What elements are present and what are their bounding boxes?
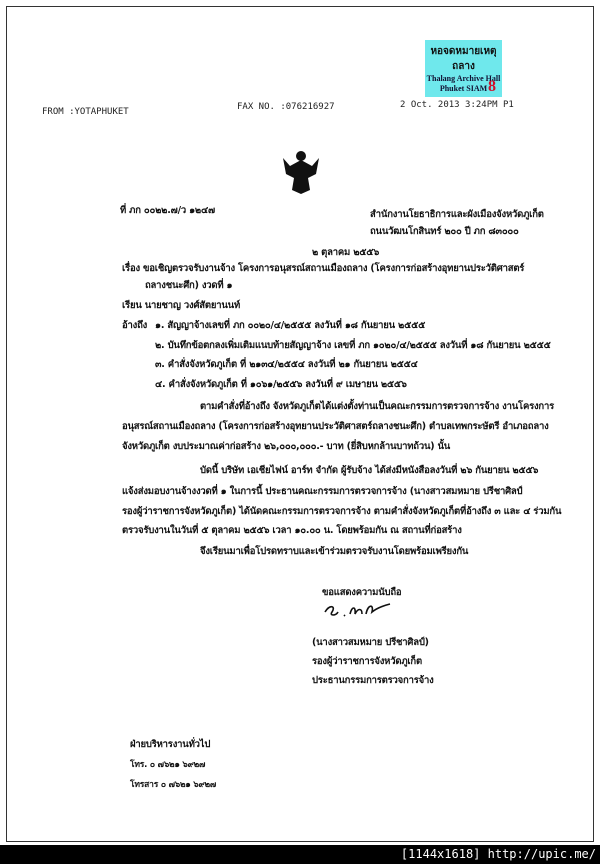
footer-department: ฝ่ายบริหารงานทั่วไป bbox=[130, 739, 211, 750]
closing-sentence: จึงเรียนมาเพื่อโปรดทราบและเข้าร่วมตรวจรับงานโดยพร้อมเพรียงกัน bbox=[200, 546, 469, 557]
paragraph-1-line: อนุสรณ์สถานเมืองถลาง (โครงการก่อสร้างอุทยานประวัติศาสตร์ถลางชนะศึก) ตำบลเทพกระษัตรี อำเภอถลาง bbox=[122, 421, 549, 432]
reference-item: ๔. คำสั่งจังหวัดภูเก็ต ที่ ๑๐๖๑/๒๕๕๖ ลงวันที่ ๙ เมษายน ๒๕๕๖ bbox=[155, 379, 407, 390]
regards: ขอแสดงความนับถือ bbox=[322, 587, 402, 598]
letter-date: ๒ ตุลาคม ๒๕๕๖ bbox=[312, 247, 380, 258]
signature-icon bbox=[322, 598, 392, 620]
garuda-emblem-icon bbox=[282, 148, 320, 196]
watermark-text: [1144x1618] http://upic.me/ bbox=[400, 847, 596, 861]
reference-item: ๓. คำสั่งจังหวัดภูเก็ต ที่ ๒๑๓๔/๒๕๕๔ ลงวันที่ ๒๑ กันยายน ๒๕๕๔ bbox=[155, 359, 418, 370]
reference-item: ๒. บันทึกข้อตกลงเพิ่มเติมแนบท้ายสัญญาจ้าง เลขที่ ภก ๑๐๒๐/๔/๒๕๕๕ ลงวันที่ ๑๘ กันยายน ๒๕๕๕ bbox=[155, 340, 551, 351]
fax-from: FROM :YOTAPHUKET bbox=[42, 107, 129, 117]
subject-line: เรื่อง ขอเชิญตรวจรับงานจ้าง โครงการอนุสรณ์สถานเมืองถลาง (โครงการก่อสร้างอุทยานประวัติศาสตร์ bbox=[122, 263, 525, 274]
references-label: อ้างถึง bbox=[122, 320, 148, 331]
office-name: สำนักงานโยธาธิการและผังเมืองจังหวัดภูเก็ต bbox=[370, 209, 544, 220]
stamp-line1: Thalang Archive Hall bbox=[426, 74, 501, 83]
archive-stamp bbox=[425, 40, 502, 97]
stamp-thai: หอจดหมายเหตุ ถลาง bbox=[430, 46, 497, 72]
subject-line-2: ถลางชนะศึก) งวดที่ ๑ bbox=[145, 280, 233, 291]
signer-name: (นางสาวสมหมาย ปรีชาศิลป์) bbox=[312, 637, 429, 648]
office-address: ถนนวัฒนโกสินทร์ ๒๐๐ ปี ภก ๘๓๐๐๐ bbox=[370, 226, 519, 237]
watermark-bar bbox=[0, 845, 600, 864]
paragraph-1-line: ตามคำสั่งที่อ้างถึง จังหวัดภูเก็ตได้แต่งตั้งท่านเป็นคณะกรรมการตรวจการจ้าง งานโครงการ bbox=[200, 401, 555, 412]
paragraph-2-line: รองผู้ว่าราชการจังหวัดภูเก็ต) ได้นัดคณะกรรมการตรวจการจ้าง ตามคำสั่งจังหวัดภูเก็ตที่อ้างถึง ๓ และ ๔ ร่วมกัน bbox=[122, 506, 562, 517]
footer-phone: โทร. ๐ ๗๖๒๑ ๖๙๒๗ bbox=[130, 760, 206, 770]
signer-role: ประธานกรรมการตรวจการจ้าง bbox=[312, 675, 434, 686]
paragraph-2-line: บัดนี้ บริษัท เอเชียไฟน์ อาร์ท จำกัด ผู้รับจ้าง ได้ส่งมีหนังสือลงวันที่ ๒๖ กันยายน ๒๕๕๖ bbox=[200, 465, 539, 476]
paragraph-2-line: ตรวจรับงานในวันที่ ๕ ตุลาคม ๒๕๕๖ เวลา ๑๐.๐๐ น. โดยพร้อมกัน ณ สถานที่ก่อสร้าง bbox=[122, 525, 462, 536]
fax-datetime: 2 Oct. 2013 3:24PM P1 bbox=[400, 100, 514, 110]
paragraph-1-line: จังหวัดภูเก็ต งบประมาณค่าก่อสร้าง ๒๖,๐๐๐,๐๐๐.- บาท (ยี่สิบหกล้านบาทถ้วน) นั้น bbox=[122, 441, 451, 452]
signer-title: รองผู้ว่าราชการจังหวัดภูเก็ต bbox=[312, 656, 422, 667]
recipient: เรียน นายชาญ วงศ์สัตยานนท์ bbox=[122, 300, 241, 311]
footer-fax: โทรสาร ๐ ๗๖๒๑ ๖๙๒๗ bbox=[130, 780, 217, 790]
stamp-line2: Phuket SIAM bbox=[439, 84, 488, 93]
paragraph-2-line: แจ้งส่งมอบงานจ้างงวดที่ ๑ ในการนี้ ประธานคณะกรรมการตรวจการจ้าง (นางสาวสมหมาย ปรีชาศิลป์ bbox=[122, 486, 523, 497]
reference-number: ที่ ภก ๐๐๒๒.๗/ว ๑๒๔๗ bbox=[120, 205, 215, 216]
fax-number: FAX NO. :076216927 bbox=[237, 102, 335, 112]
stamp-number: 8 bbox=[488, 78, 496, 95]
reference-item: ๑. สัญญาจ้างเลขที่ ภก ๐๐๒๐/๔/๒๕๕๕ ลงวันที่ ๑๘ กันยายน ๒๕๕๕ bbox=[155, 320, 426, 331]
